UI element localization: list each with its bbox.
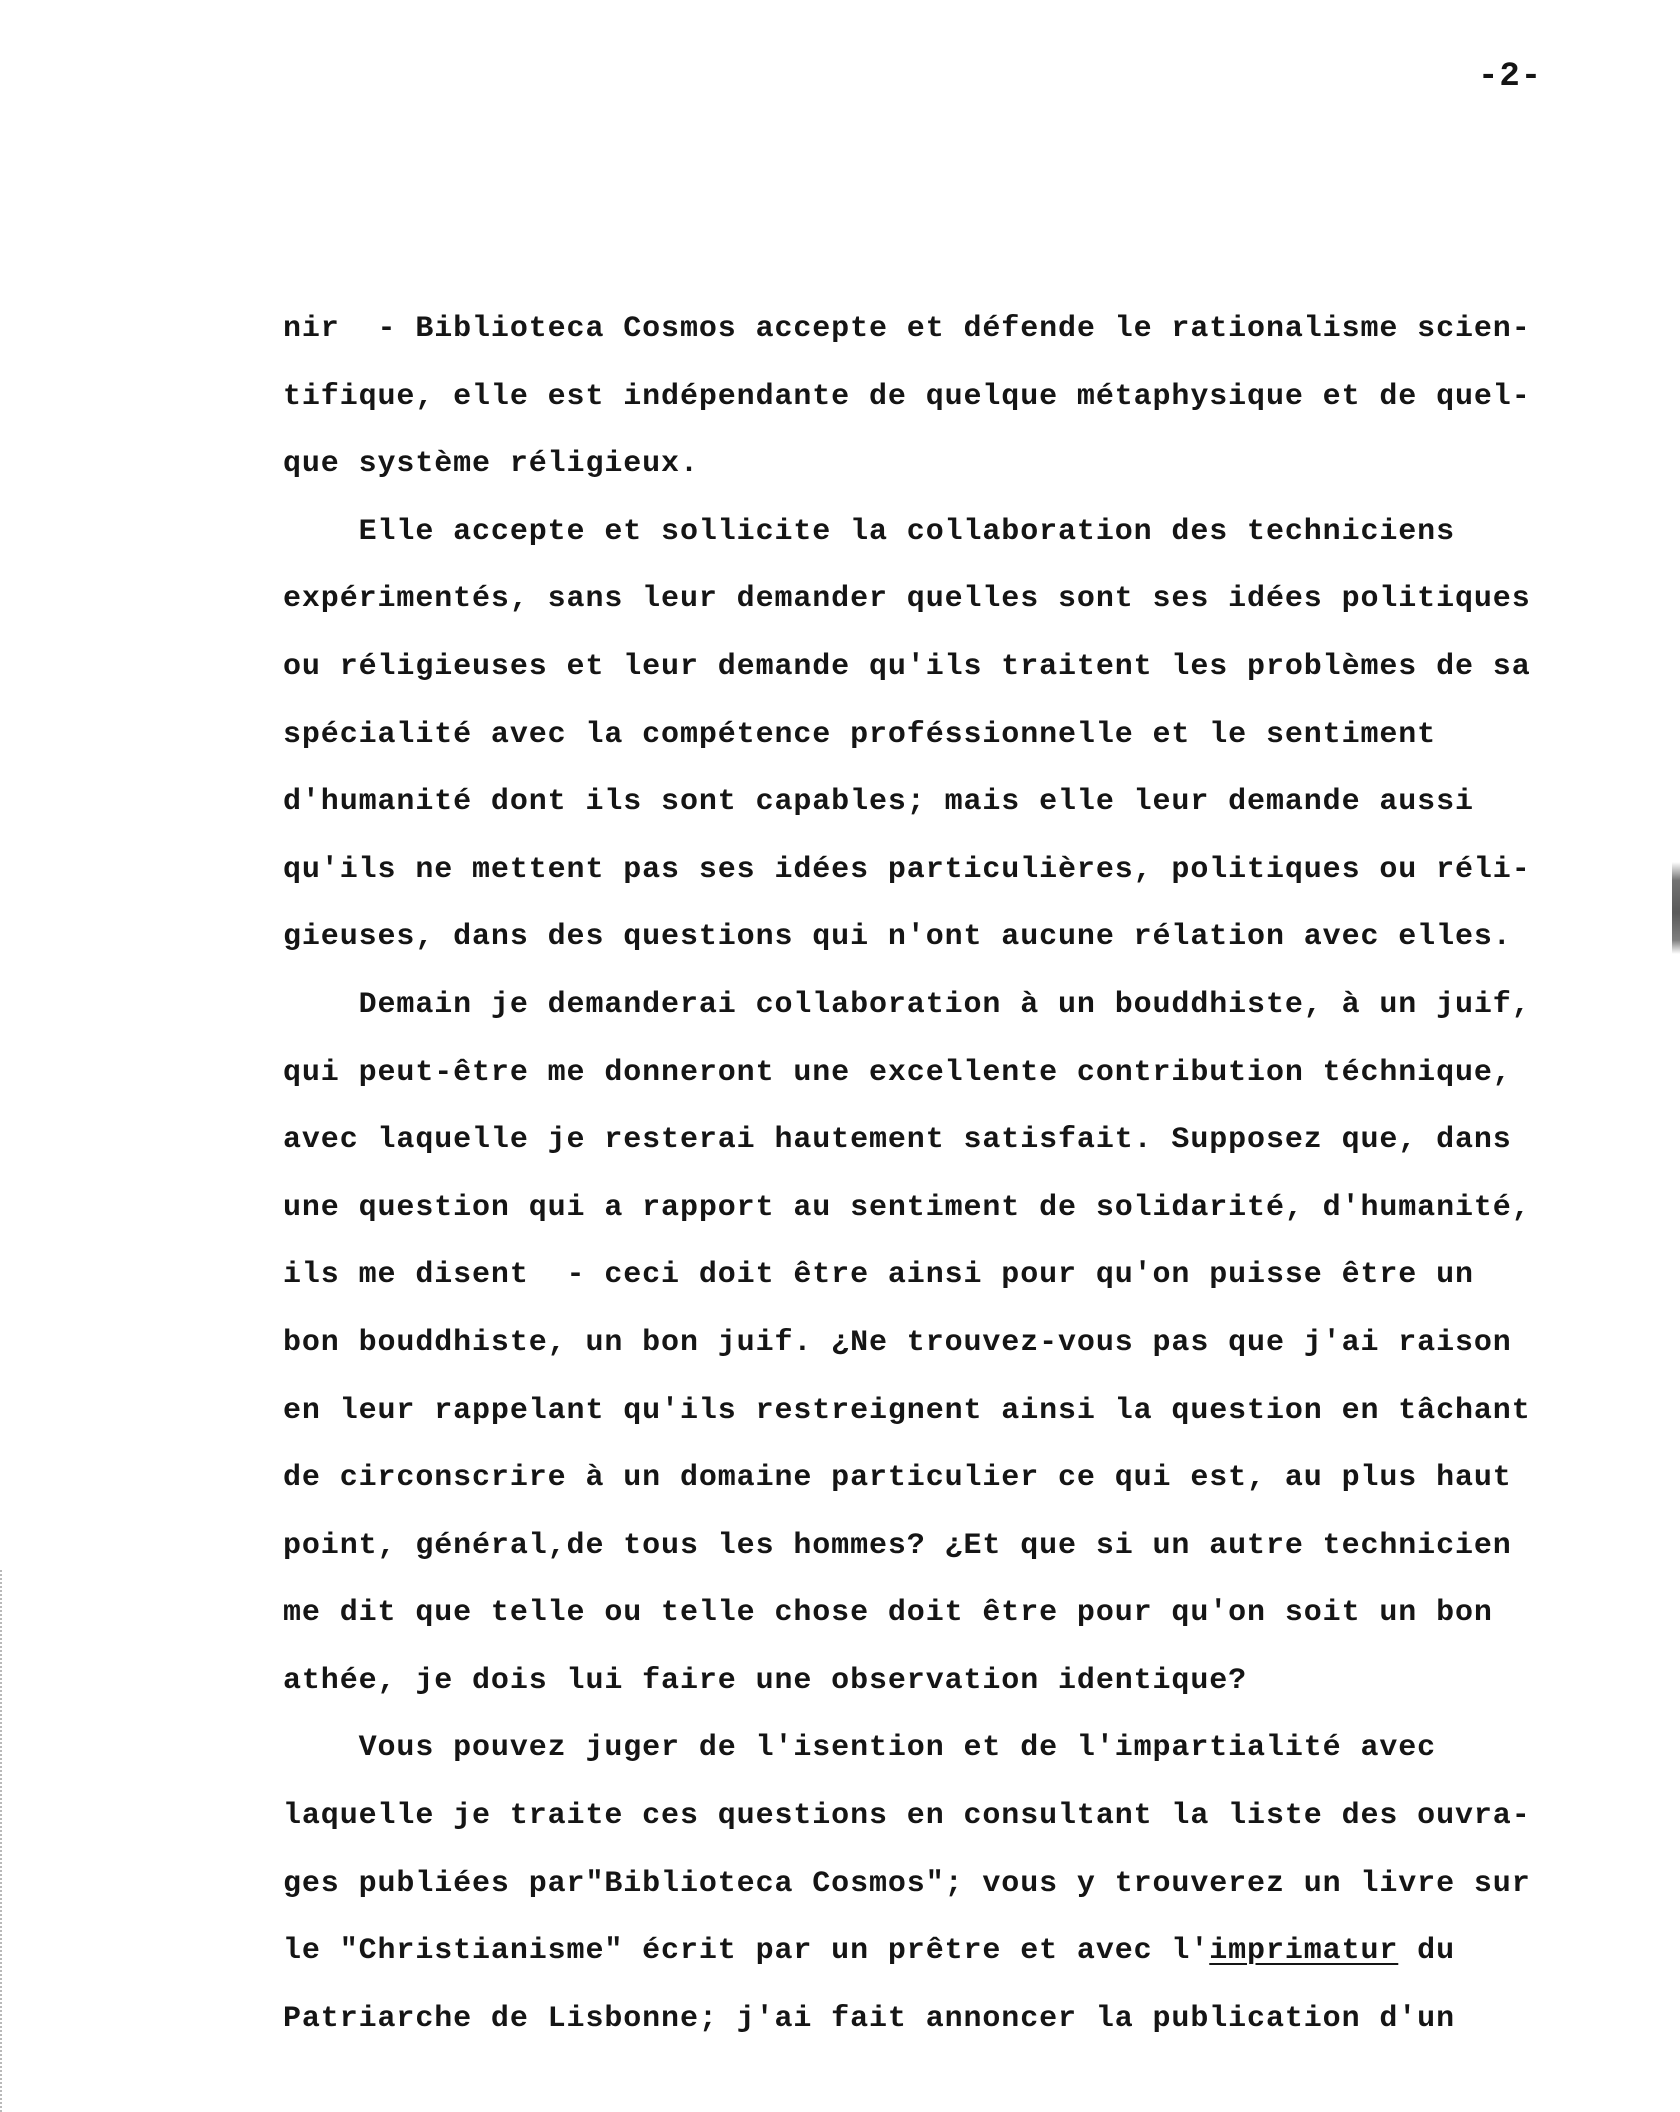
- text-line: qui peut-être me donneront une excellente contribution téchnique,: [283, 1055, 1512, 1090]
- text-line: une question qui a rapport au sentiment de solidarité, d'humanité,: [283, 1190, 1531, 1225]
- text-line: avec laquelle je resterai hautement satisfait. Supposez que, dans: [283, 1123, 1512, 1158]
- text-line: ou réligieuses et leur demande qu'ils traitent les problèmes de sa: [283, 649, 1531, 684]
- text-line: d'humanité dont ils sont capables; mais elle leur demande aussi: [283, 785, 1474, 820]
- text-line: spécialité avec la compétence proféssionnelle et le sentiment: [283, 717, 1437, 752]
- text-line: nir - Biblioteca Cosmos accepte et défende le rationalisme scien-: [283, 312, 1531, 346]
- text-line: que système réligieux.: [283, 447, 699, 482]
- text-line: me dit que telle ou telle chose doit être pour qu'on soit un bon: [283, 1596, 1493, 1631]
- text-line-fragment: du: [1398, 1934, 1455, 1969]
- text-line: tifique, elle est indépendante de quelque métaphysique et de quel-: [283, 379, 1531, 414]
- text-line-with-underlined-term: [283, 1918, 1623, 1986]
- scan-margin-mark: [1672, 862, 1680, 954]
- text-line-fragment: le "Christianisme" écrit par un prêtre et avec l': [283, 1934, 1210, 1969]
- text-line: de circonscrire à un domaine particulier ce qui est, au plus haut: [283, 1461, 1512, 1496]
- text-line: ges publiées par"Biblioteca Cosmos"; vous y trouverez un livre sur: [283, 1866, 1531, 1901]
- text-line: athée, je dois lui faire une observation identique?: [283, 1663, 1248, 1698]
- text-line: laquelle je traite ces questions en consultant la liste des ouvra-: [283, 1799, 1531, 1834]
- text-line: qu'ils ne mettent pas ses idées particulières, politiques ou réli-: [283, 852, 1531, 887]
- scan-left-edge-artifact: [0, 1570, 6, 2112]
- text-line: expérimentés, sans leur demander quelles sont ses idées politiques: [283, 582, 1531, 617]
- paragraph-start-line: Elle accepte et sollicite la collaboration des techniciens: [283, 514, 1455, 549]
- text-line: Patriarche de Lisbonne; j'ai fait annoncer la publication d'un: [283, 2001, 1455, 2036]
- text-line: bon bouddhiste, un bon juif. ¿Ne trouvez-vous pas que j'ai raison: [283, 1325, 1512, 1360]
- page-number: -2-: [1478, 58, 1543, 96]
- text-line: point, général,de tous les hommes? ¿Et que si un autre technicien: [283, 1528, 1512, 1563]
- underlined-term-imprimatur: imprimatur: [1209, 1934, 1399, 1969]
- paragraph-start-line: Demain je demanderai collaboration à un bouddhiste, à un juif,: [283, 987, 1531, 1022]
- text-line: ils me disent - ceci doit être ainsi pour qu'on puisse être un: [283, 1258, 1474, 1293]
- typewritten-text-body: [283, 296, 1623, 2053]
- paragraph-start-line: Vous pouvez juger de l'isention et de l'impartialité avec: [283, 1731, 1437, 1766]
- text-line: en leur rappelant qu'ils restreignent ainsi la question en tâchant: [283, 1393, 1531, 1428]
- text-line: gieuses, dans des questions qui n'ont aucune rélation avec elles.: [283, 920, 1512, 955]
